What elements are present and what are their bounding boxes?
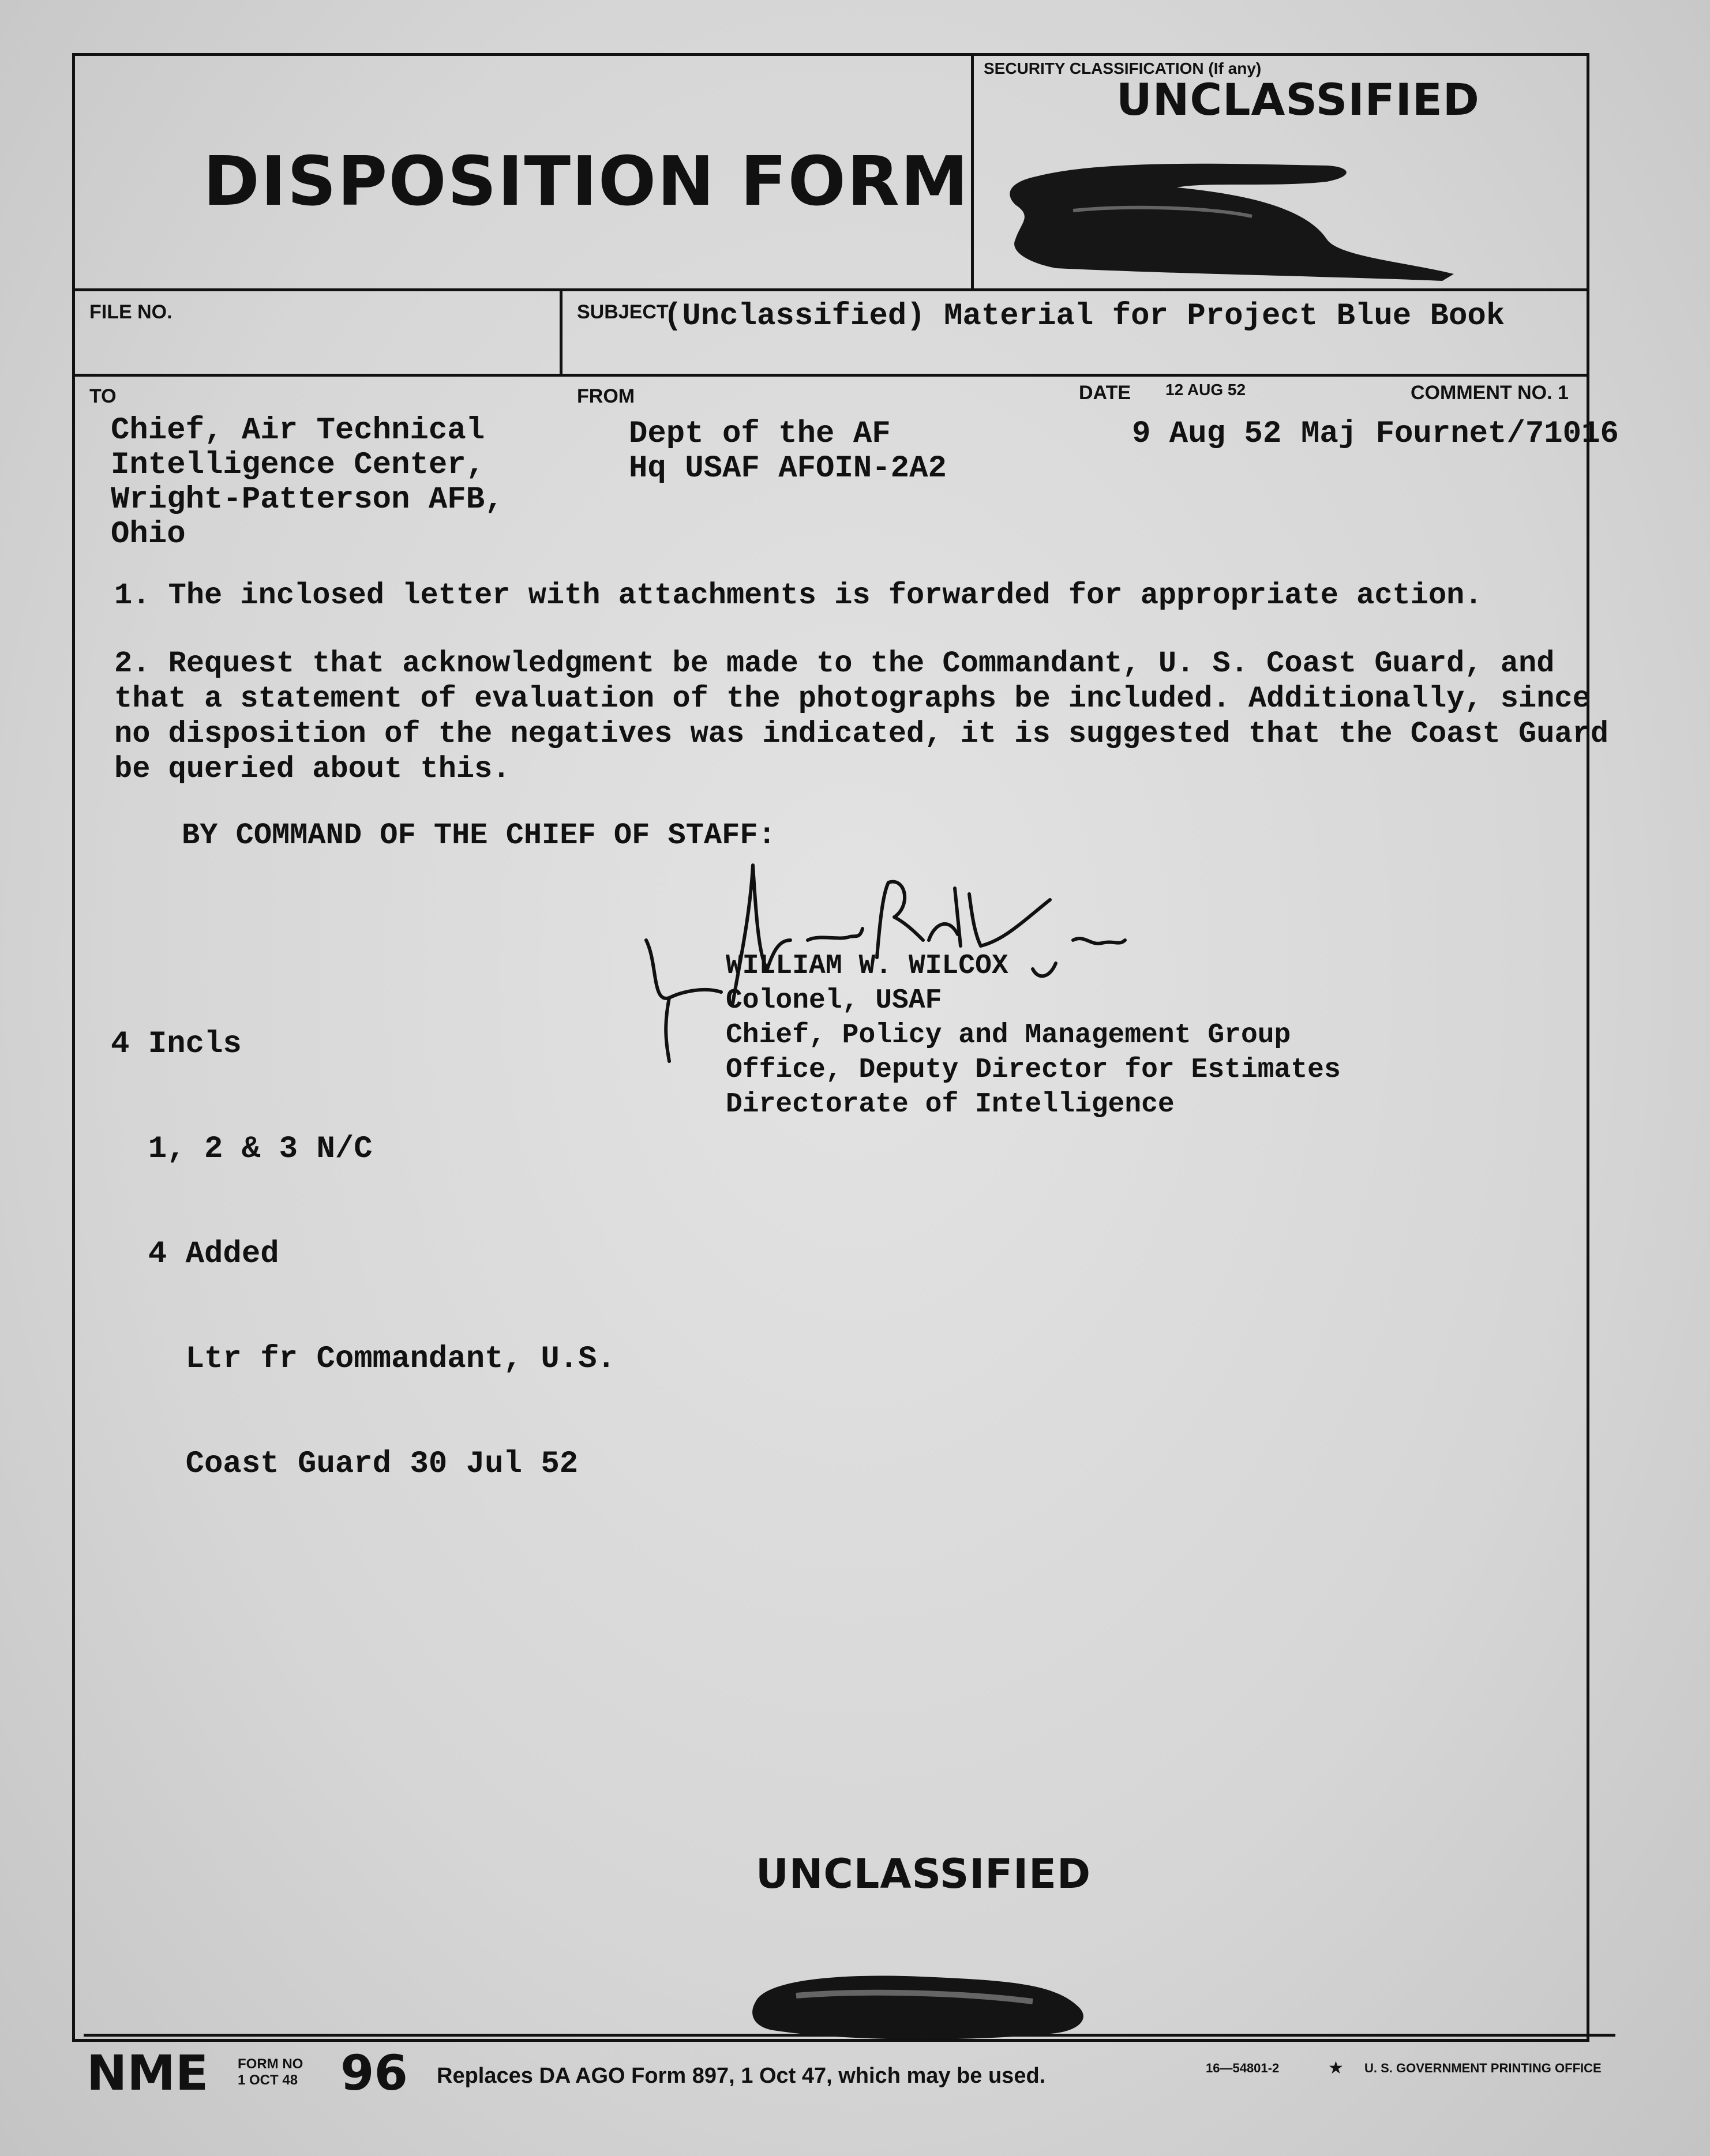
footer-star-icon: ★	[1328, 2059, 1344, 2078]
subject-label: SUBJECT	[577, 301, 669, 323]
footer-form-date: 1 OCT 48	[238, 2072, 298, 2088]
footer-print-code: 16—54801-2	[1206, 2061, 1280, 2075]
paragraph-1: 1. The inclosed letter with attachments is forwarded for appropriate action.	[114, 579, 1483, 613]
paragraph-2-line: be queried about this.	[114, 752, 511, 786]
date-value: 9 Aug 52	[1132, 416, 1282, 452]
bottom-classification-stamp: UNCLASSIFIED	[756, 1850, 1092, 1898]
security-classification-stamp: UNCLASSIFIED	[1116, 74, 1480, 125]
from-line: Hq USAF AFOIN-2A2	[629, 451, 947, 486]
header-divider	[971, 53, 974, 291]
inclosures-list	[111, 956, 616, 1552]
file-subject-divider	[560, 288, 562, 376]
comment-number-label: COMMENT NO. 1	[1411, 382, 1569, 404]
originator: Maj Fournet/71016	[1301, 416, 1619, 452]
date-received-stamp: 12 AUG 52	[1165, 381, 1246, 399]
from-address	[629, 416, 947, 486]
to-line: Ohio	[111, 517, 186, 552]
signature-line: Colonel, USAF	[726, 985, 942, 1016]
paragraph-2-line: no disposition of the negatives was indicated, it is suggested that the Coast Guard	[114, 717, 1609, 751]
file-no-label: FILE NO.	[89, 301, 172, 323]
paragraph-2-line: that a statement of evaluation of the photographs be included. Additionally, since	[114, 682, 1591, 716]
to-line: Intelligence Center,	[111, 448, 485, 483]
footer-form-number: 96	[340, 2045, 408, 2101]
form-title: DISPOSITION FORM	[203, 141, 970, 221]
signature-line: Directorate of Intelligence	[726, 1089, 1175, 1120]
from-line: Dept of the AF	[629, 416, 891, 452]
footer-nme: NME	[87, 2045, 209, 2101]
to-line: Chief, Air Technical	[111, 413, 485, 448]
footer-form-no-label: FORM NO	[238, 2056, 303, 2072]
inclosure-line: Ltr fr Commandant, U.S.	[111, 1342, 616, 1377]
inclosure-line: Coast Guard 30 Jul 52	[111, 1447, 579, 1482]
security-classification-label: SECURITY CLASSIFICATION (If any)	[984, 59, 1262, 77]
footer-printer: U. S. GOVERNMENT PRINTING OFFICE	[1364, 2061, 1602, 2075]
paragraph-2-line: 2. Request that acknowledgment be made to the Commandant, U. S. Coast Guard, and	[114, 647, 1555, 681]
date-label: DATE	[1079, 382, 1131, 404]
to-line: Wright-Patterson AFB,	[111, 482, 504, 517]
inclosure-line: 1, 2 & 3 N/C	[111, 1132, 373, 1167]
footer-form-no	[238, 2056, 303, 2089]
command-line: BY COMMAND OF THE CHIEF OF STAFF:	[182, 818, 776, 852]
subject-bottom-line	[72, 374, 1589, 377]
signature-line: Chief, Policy and Management Group	[726, 1020, 1291, 1051]
from-label: FROM	[577, 385, 635, 407]
to-address	[111, 413, 504, 551]
subject-value: (Unclassified) Material for Project Blue Book	[663, 299, 1505, 334]
paragraph-2	[114, 646, 1608, 787]
bottom-redaction-blot	[733, 1961, 1102, 2048]
to-label: TO	[89, 385, 117, 407]
footer-replaces: Replaces DA AGO Form 897, 1 Oct 47, which may be used.	[437, 2064, 1046, 2088]
redaction-blot	[1004, 153, 1465, 286]
signature-block	[726, 951, 1341, 1124]
inclosure-line: 4 Added	[111, 1237, 279, 1272]
signature-line: Office, Deputy Director for Estimates	[726, 1054, 1341, 1085]
inclosure-line: 4 Incls	[111, 1027, 242, 1062]
signature-line: WILLIAM W. WILCOX	[726, 951, 1008, 982]
header-bottom-line	[72, 288, 1589, 291]
